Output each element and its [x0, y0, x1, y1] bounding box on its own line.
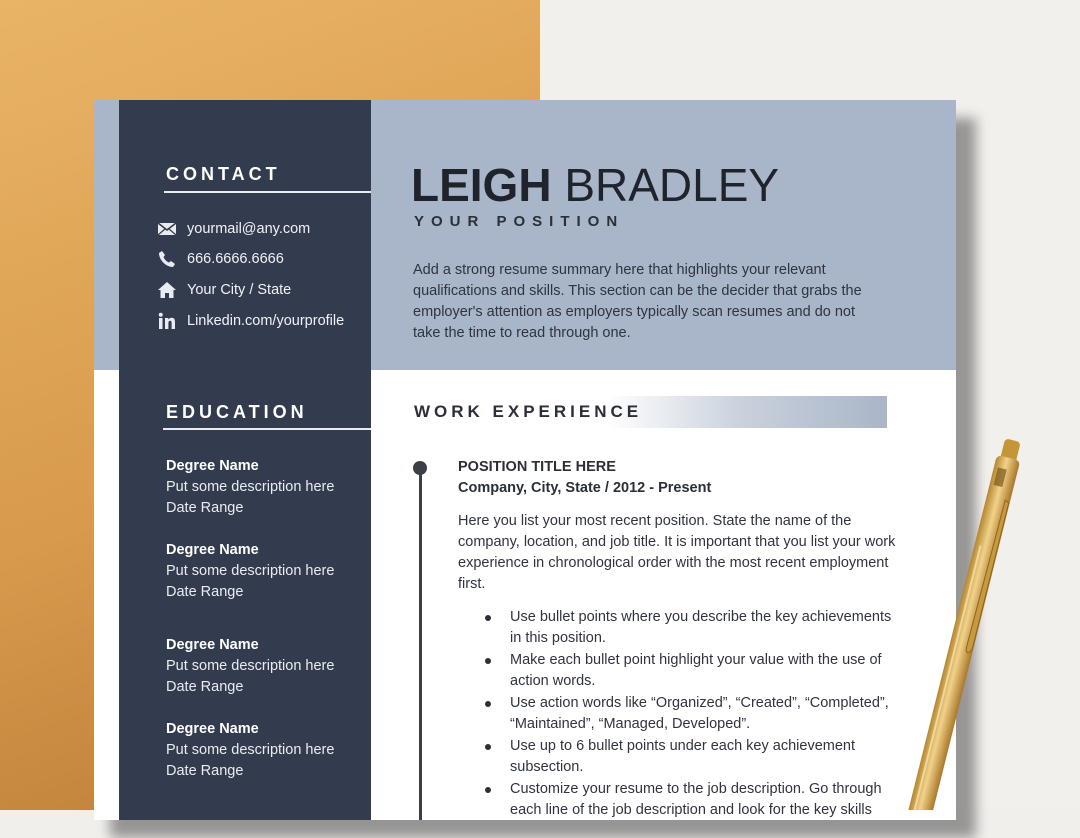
timeline-dot: [413, 461, 427, 475]
education-heading: EDUCATION: [166, 402, 308, 422]
contact-linkedin: [156, 310, 344, 332]
summary-text: Add a strong resume summary here that highlights your relevant qualifications and skills. This section can be the decider that grabs the employer's attention as employers typically scan resumes and do not take the time to read through one.: [413, 262, 862, 341]
degree-date: Date Range: [166, 679, 244, 695]
contact-phone: [156, 248, 284, 270]
achievement-bullet: Make each bullet point highlight your value with the use of action words.: [458, 650, 898, 692]
first-name: LEIGH: [411, 159, 552, 211]
job-description: Here you list your most recent position. State the name of the company, location, and job title. It is important that you list your work experience in chronological order with the most recent employment first.: [458, 513, 896, 592]
degree-name: Degree Name: [166, 721, 259, 737]
degree-name: Degree Name: [166, 542, 259, 558]
degree-date: Date Range: [166, 763, 244, 779]
degree-description: Put some description here: [166, 563, 335, 579]
resume-name: [411, 158, 779, 212]
contact-rule: [164, 191, 371, 193]
contact-heading: CONTACT: [166, 164, 281, 184]
position-subtitle: YOUR POSITION: [414, 213, 625, 230]
achievement-bullet: Use action words like “Organized”, “Created”, “Completed”, “Maintained”, “Managed, Developed”.: [458, 693, 898, 735]
education-rule: [163, 428, 371, 430]
degree-date: Date Range: [166, 584, 244, 600]
degree-date: Date Range: [166, 500, 244, 516]
degree-description: Put some description here: [166, 479, 335, 495]
contact-email: [156, 218, 310, 240]
achievement-bullet: Use up to 6 bullet points under each key achievement subsection.: [458, 736, 898, 778]
achievement-list: [458, 607, 898, 820]
work-experience-heading: WORK EXPERIENCE: [414, 402, 643, 421]
achievement-bullet: Use bullet points where you describe the key achievements in this position.: [458, 607, 898, 649]
phone-icon: [156, 248, 178, 270]
timeline-line: [419, 472, 422, 820]
education-item: [166, 540, 334, 603]
contact-location-text: Your City / State: [187, 282, 292, 298]
job-title: POSITION TITLE HERE: [458, 459, 616, 475]
education-item: [166, 456, 334, 519]
degree-name: Degree Name: [166, 458, 259, 474]
linkedin-icon: [156, 310, 178, 332]
last-name: BRADLEY: [564, 159, 780, 211]
contact-location: [156, 279, 291, 301]
resume-sheet: [94, 100, 956, 820]
contact-linkedin-text: Linkedin.com/yourprofile: [187, 313, 345, 329]
contact-phone-text: 666.6666.6666: [187, 251, 284, 267]
degree-name: Degree Name: [166, 637, 259, 653]
home-icon: [156, 279, 178, 301]
contact-email-text: yourmail@any.com: [187, 221, 311, 237]
degree-description: Put some description here: [166, 658, 335, 674]
education-item: [166, 635, 334, 698]
achievement-bullet: Customize your resume to the job description. Go through each line of the job description and look for the key skills: [458, 779, 898, 820]
envelope-icon: [156, 218, 178, 240]
job-company: Company, City, State / 2012 - Present: [458, 480, 712, 496]
sidebar: [119, 100, 371, 820]
education-item: [166, 719, 334, 782]
degree-description: Put some description here: [166, 742, 335, 758]
